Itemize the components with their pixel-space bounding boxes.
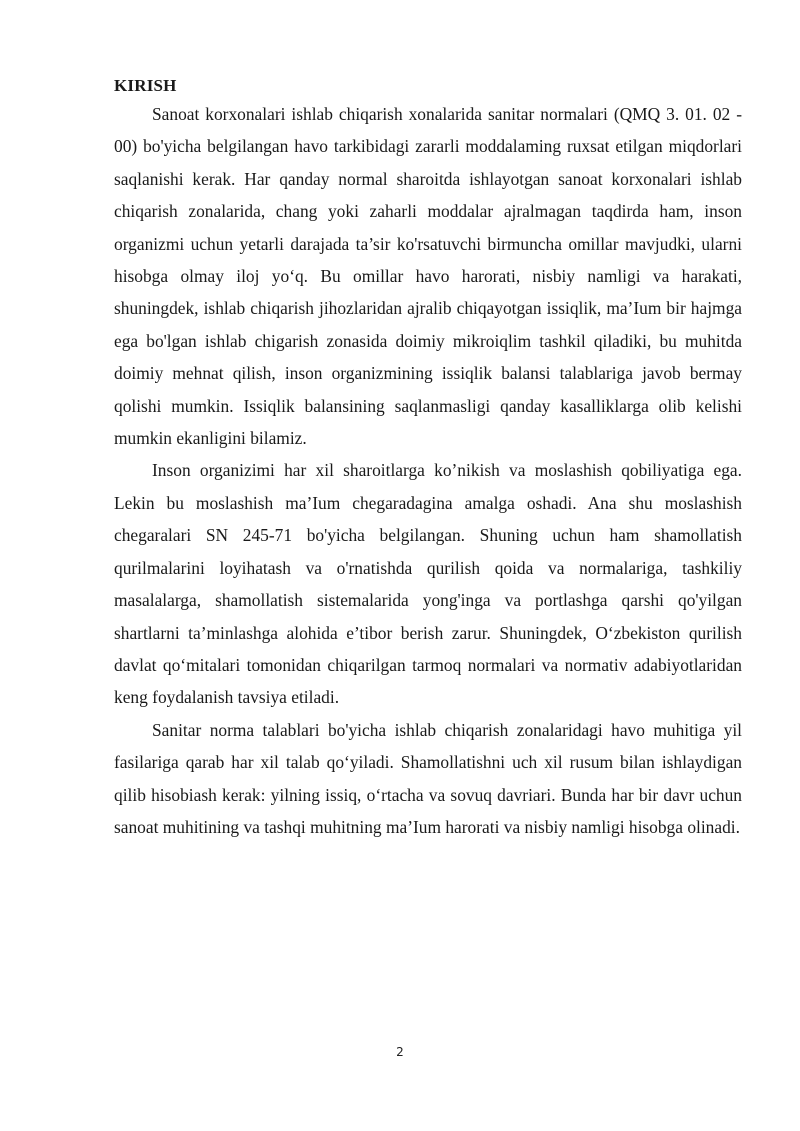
paragraph-3: Sanitar norma talablari bo'yicha ishlab chiqarish zonalaridagi havo muhitiga yil fasilariga qarab har xil talab qo‘yiladi. Shamollatishni uch xil rusum bilan ishlaydigan qilib hisobiash kerak: yilning issiq, o‘rtacha va sovuq davriari. Bunda har bir davr uchun sanoat muhitining va tashqi muhitning ma’Ium harorati va nisbiy namligi hisobga olinadi. [114,719,742,837]
document-page [114,73,742,843]
page-number: 2 [396,1045,404,1059]
paragraph-1: Sanoat korxonalari ishlab chiqarish xonalarida sanitar normalari (QMQ 3. 01. 02 - 00) bo'yicha belgilangan havo tarkibidagi zararli moddalaming ruxsat etilgan miqdorlari saqlanishi kerak. Har qanday normal sharoitda ishlayotgan sanoat korxonalari ishlab chiqarish zonalarida, chang yoki zaharli moddalar ajralmagan taqdirda ham, inson organizmi uchun yetarli darajada ta’sir ko'rsatuvchi birmuncha omillar mavjudki, ularni hisobga olmay iloj yo‘q. Bu omillar havo harorati, nisbiy namligi va harakati, shuningdek, ishlab chiqarish jihozlaridan ajralib chiqayotgan issiqlik, ma’Ium bir hajmga ega bo'lgan ishlab chigarish zonasida doimiy mikroiqlim tashkil qiladiki, bu muhitda doimiy mehnat qilish, inson organizmining issiqlik balansi talablariga javob bermay qolishi mumkin. Issiqlik balansining saqlanmasligi qanday kasalliklarga olib kelishi mumkin ekanligini bilamiz. [114,104,742,449]
section-heading: KIRISH [114,76,177,95]
paragraph-2: Inson organizimi har xil sharoitlarga ko’nikish va moslashish qobiliyatiga ega. Lekin bu moslashish ma’Ium chegaradagina amalga oshadi. Ana shu moslashish chegaralari SN 245-71 bo'yicha belgilangan. Shuning uchun ham shamollatish qurilmalarini loyihatash va o'rnatishda qurilish qoida va normalariga, tashkiliy masalalarga, shamollatish sistemalarida yong'inga va portlashga qarshi qo'yilgan shartlarni ta’minlashga alohida e’tibor berish zarur. Shuningdek, O‘zbekiston qurilish davlat qo‘mitalari tomonidan chiqarilgan tarmoq normalari va normativ adabiyotlaridan keng foydalanish tavsiya etiladi. [114,460,742,708]
